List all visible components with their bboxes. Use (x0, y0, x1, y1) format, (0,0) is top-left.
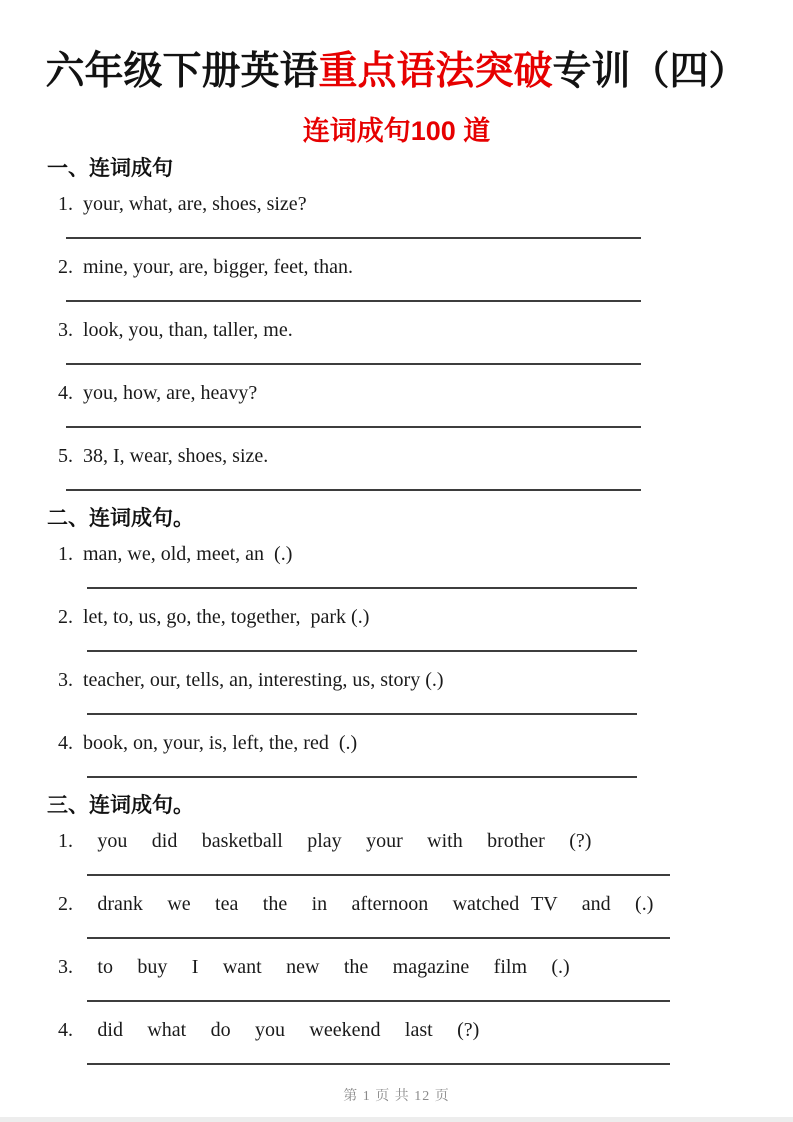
title-text-black-right: 专训（四） (552, 50, 748, 93)
answer-blank-line (87, 587, 637, 589)
section-heading: 一、连词成句 (47, 157, 173, 180)
answer-blank-line (66, 237, 641, 239)
question-item: 4. you, how, are, heavy? (58, 382, 258, 404)
question-item: 4. book, on, your, is, left, the, red (.) (58, 732, 358, 754)
question-item: 4. did what do you weekend last (?) (58, 1019, 480, 1041)
question-item: 2. drank we tea the in afternoon watched TV and (.) (58, 893, 654, 915)
section-heading: 二、连词成句。 (47, 507, 194, 530)
answer-blank-line (87, 776, 637, 778)
answer-blank-line (87, 650, 637, 652)
question-item: 1. your, what, are, shoes, size? (58, 193, 307, 215)
question-item: 2. let, to, us, go, the, together, park (.) (58, 606, 370, 628)
answer-blank-line (66, 300, 641, 302)
question-item: 1. man, we, old, meet, an (.) (58, 543, 293, 565)
answer-blank-line (87, 1000, 670, 1002)
answer-blank-line (87, 1063, 670, 1065)
answer-blank-line (87, 874, 670, 876)
answer-blank-line (66, 426, 641, 428)
section-three (0, 794, 793, 1065)
page-bottom-edge (0, 1117, 793, 1122)
section-one (0, 157, 793, 491)
question-item: 3. teacher, our, tells, an, interesting, us, story (.) (58, 669, 444, 691)
page-number-footer: 第 1 页 共 12 页 (343, 1089, 450, 1104)
title-text-black-left: 六年级下册英语 (45, 50, 319, 93)
question-item: 3. look, you, than, taller, me. (58, 319, 293, 341)
question-item: 3. to buy I want new the magazine film (.) (58, 956, 570, 978)
doc-title (0, 0, 793, 95)
question-item: 1. you did basketball play your with brother (?) (58, 830, 592, 852)
answer-blank-line (66, 363, 641, 365)
section-heading: 三、连词成句。 (47, 794, 194, 817)
doc-subtitle: 连词成句100 道 (302, 116, 491, 146)
answer-blank-line (66, 489, 641, 491)
title-text-red: 重点语法突破 (318, 50, 553, 93)
question-item: 2. mine, your, are, bigger, feet, than. (58, 256, 353, 278)
question-item: 5. 38, I, wear, shoes, size. (58, 445, 269, 467)
section-two (0, 507, 793, 778)
answer-blank-line (87, 937, 670, 939)
answer-blank-line (87, 713, 637, 715)
